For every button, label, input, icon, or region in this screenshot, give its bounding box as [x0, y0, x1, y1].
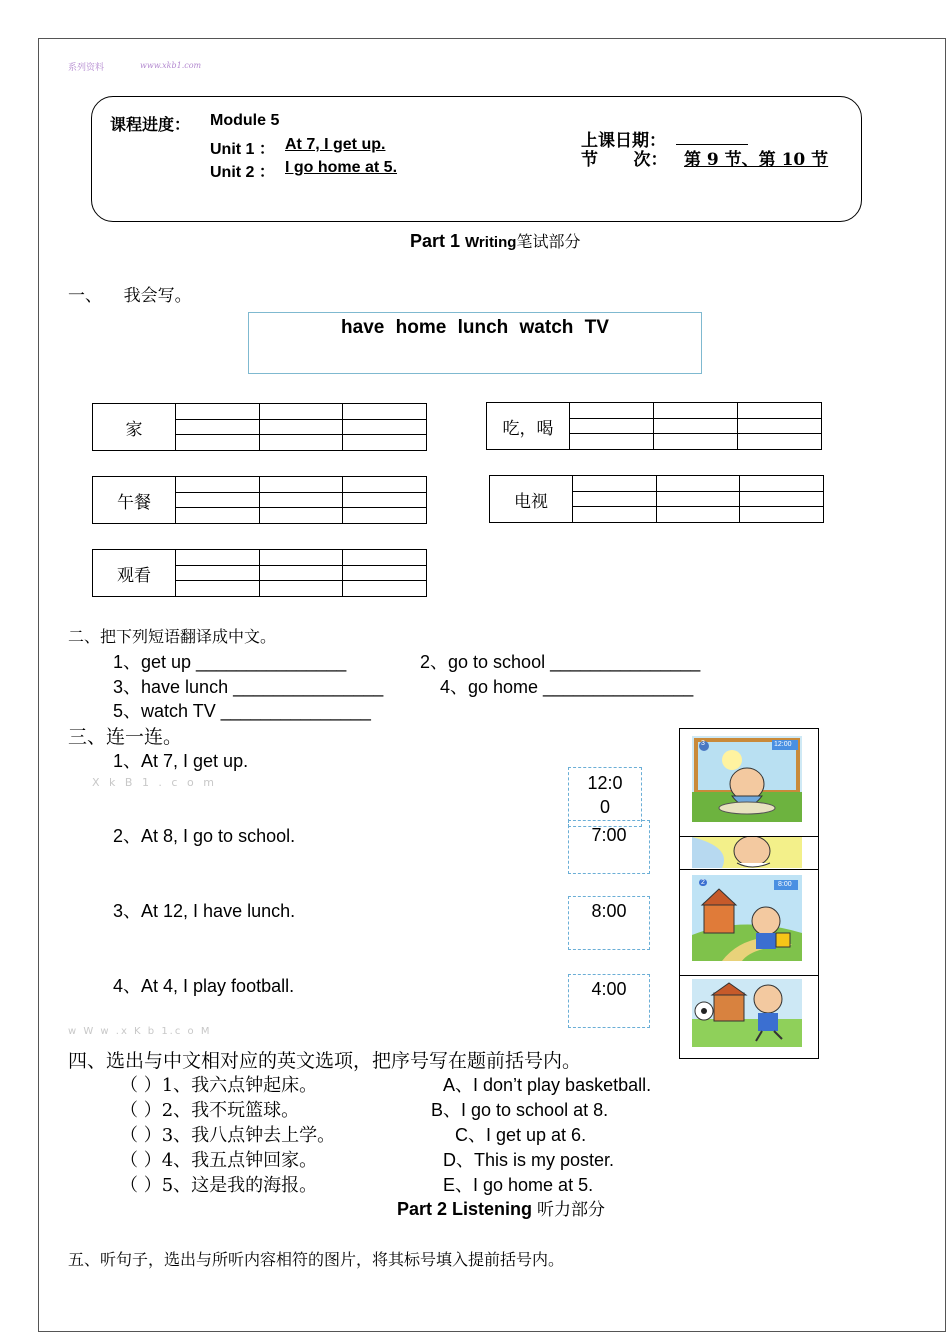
unit1-title: At 7, I get up.: [285, 136, 386, 153]
question-item: （ ）4、我五点钟回家。: [120, 1150, 318, 1171]
watermark-mid: X k B 1 . c o m: [92, 776, 217, 789]
picture-number: 3: [701, 740, 705, 747]
word-bank: have home lunch watch TV: [248, 312, 702, 374]
picture-clock: 8:00: [778, 881, 792, 888]
question-item: （ ）5、这是我的海报。: [120, 1175, 318, 1196]
match-sentence: 3、At 12, I have lunch.: [113, 901, 296, 921]
session-value: 第 9 节、第 10 节: [684, 150, 829, 170]
module-name: Module 5: [210, 112, 280, 129]
writing-grid-lunch: [92, 476, 427, 524]
grid-label: 电视: [490, 476, 573, 522]
picture-get-up: [692, 837, 802, 868]
date-label: 上课日期：: [581, 131, 666, 151]
part1-title-en2: Writing: [465, 234, 517, 251]
section4-title: 四、选出与中文相对应的英文选项，把序号写在题前括号内。: [68, 1050, 582, 1072]
unit2-label: Unit 2 ：: [210, 164, 275, 181]
writing-grid-watch: [92, 549, 427, 597]
picture-column: [679, 728, 819, 1059]
option-item: D、This is my poster.: [443, 1150, 615, 1170]
grid-label: 家: [93, 404, 176, 450]
part1-title-en: Part 1: [410, 231, 461, 251]
grid-label: 午餐: [93, 477, 176, 523]
match-sentence: 4、At 4, I play football.: [113, 976, 295, 996]
time-box-12: [568, 767, 642, 827]
phrase-item: 3、have lunch _______________: [113, 677, 384, 697]
option-item: C、I get up at 6.: [455, 1125, 587, 1145]
writing-grid-eat: [486, 402, 822, 450]
picture-number: 2: [701, 879, 705, 886]
time-label: 0: [599, 797, 610, 817]
picture-football: [692, 979, 802, 1047]
question-item: （ ）2、我不玩篮球。: [120, 1100, 300, 1121]
part1-title: [410, 229, 580, 252]
section5-title: 五、听句子，选出与所听内容相符的图片，将其标号填入提前括号内。: [68, 1250, 565, 1269]
picture-clock: 12:00: [774, 741, 792, 748]
unit2-title: I go home at 5.: [285, 159, 398, 176]
part2-title-cn: 听力部分: [537, 1200, 606, 1220]
phrase-item: 2、go to school _______________: [420, 652, 701, 672]
question-item: （ ）3、我八点钟去上学。: [120, 1125, 336, 1146]
question-item: （ ）1、我六点钟起床。: [120, 1075, 318, 1096]
part1-title-cn: 笔试部分: [516, 232, 581, 251]
grid-label: 吃，喝: [487, 403, 570, 449]
match-sentence: 1、At 7, I get up.: [113, 751, 249, 771]
unit1-label: Unit 1 ：: [210, 141, 275, 158]
picture-school: [692, 875, 802, 961]
part2-title-en: Part 2 Listening: [397, 1199, 533, 1219]
writing-grid-home: [92, 403, 427, 451]
section1-title: 一、 我会写。: [68, 286, 192, 306]
time-label: 12:0: [587, 773, 623, 793]
picture-lunch: [692, 736, 802, 822]
option-item: A、I don’t play basketball.: [443, 1075, 652, 1095]
progress-label: 课程进度：: [110, 115, 191, 134]
watermark-top: 系列资料: [68, 63, 105, 73]
watermark-top-url: www.xkb1.com: [140, 61, 202, 70]
option-item: E、I go home at 5.: [443, 1175, 594, 1195]
phrase-item: 4、go home _______________: [440, 677, 694, 697]
watermark-low: w W w .x K b 1.c o M: [68, 1026, 212, 1037]
part2-title: [397, 1195, 605, 1220]
phrase-item: 5、watch TV _______________: [113, 701, 371, 721]
session-label: 节 次：: [581, 150, 668, 170]
match-sentence: 2、At 8, I go to school.: [113, 826, 296, 846]
phrase-item: 1、get up _______________: [113, 652, 347, 672]
writing-grid-tv: [489, 475, 824, 523]
time-box-7: 7:00: [568, 820, 650, 874]
section2-title: 二、把下列短语翻译成中文。: [68, 627, 277, 646]
time-box-8: 8:00: [568, 896, 650, 950]
section3-title: 三、连一连。: [68, 726, 183, 748]
time-box-4: 4:00: [568, 974, 650, 1028]
option-item: B、I go to school at 8.: [431, 1100, 609, 1120]
grid-label: 观看: [93, 550, 176, 596]
